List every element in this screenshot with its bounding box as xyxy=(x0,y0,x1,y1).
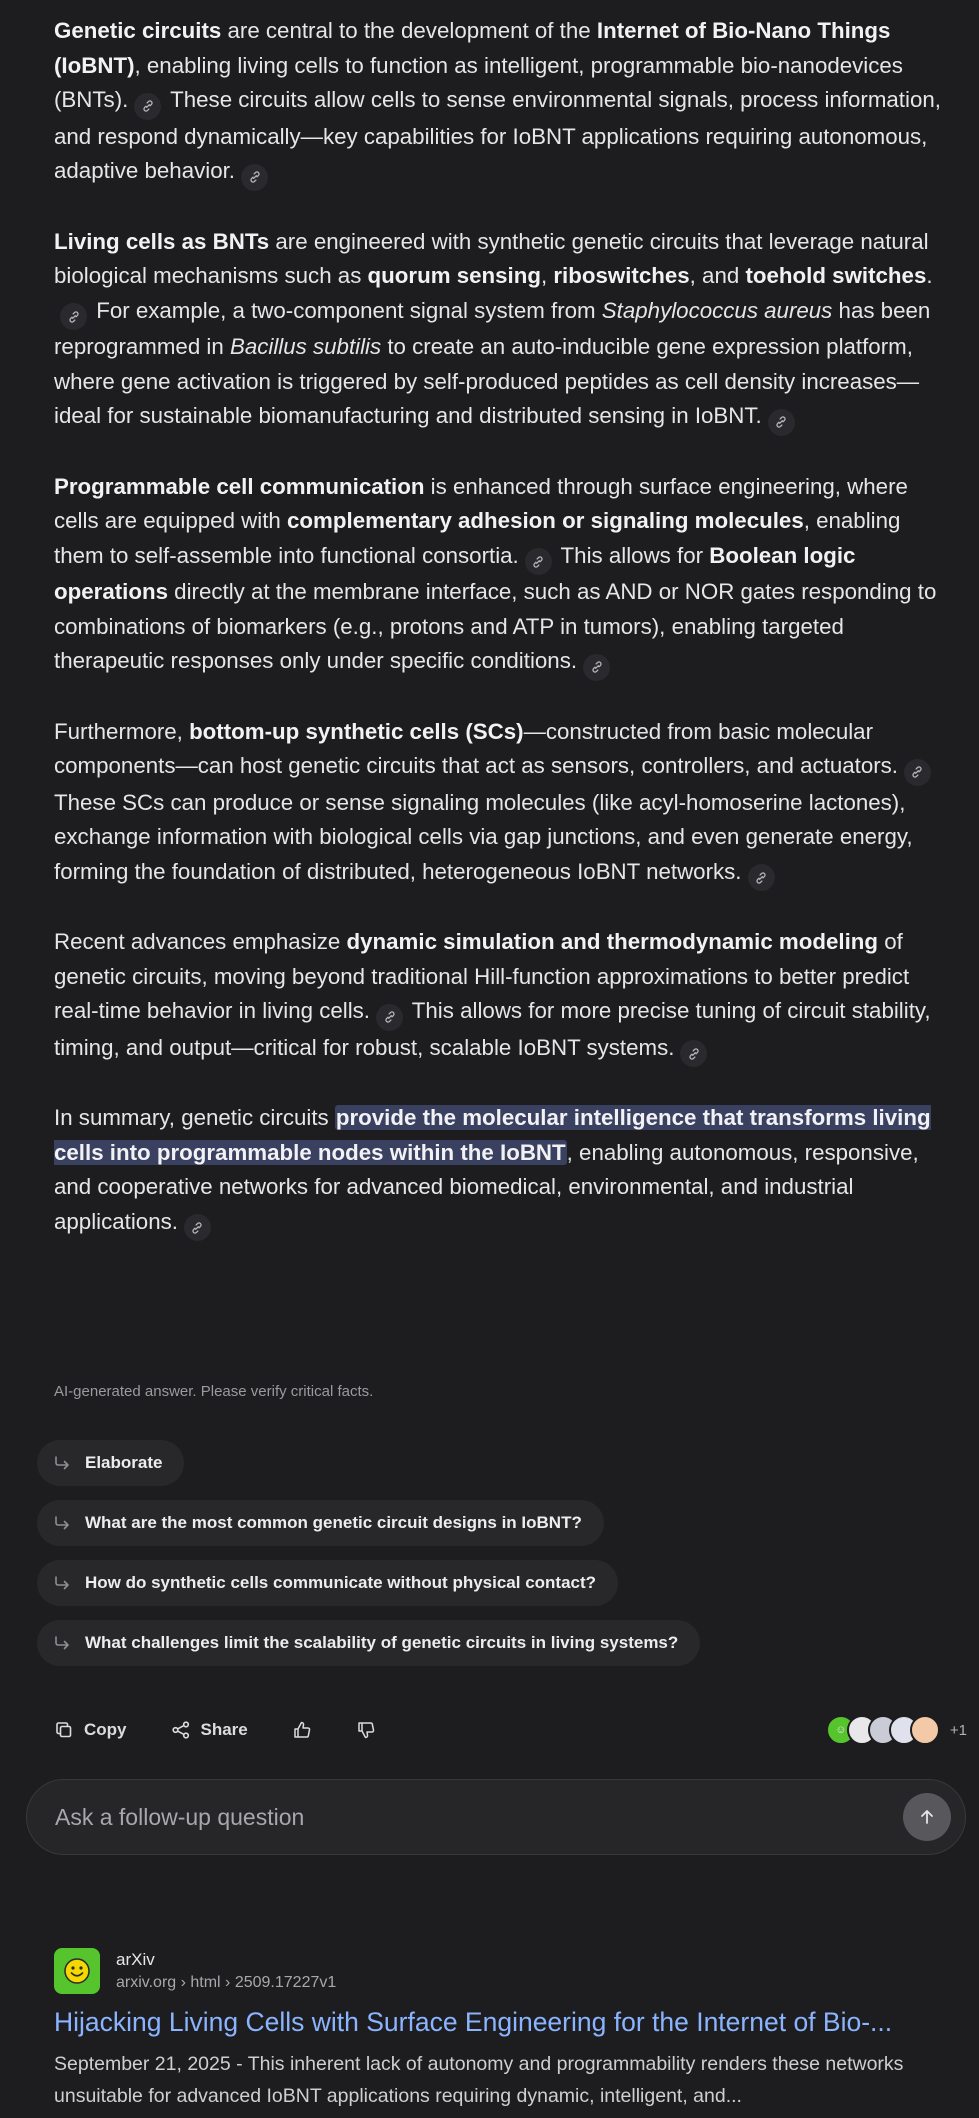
citation-link-icon[interactable] xyxy=(748,864,775,891)
ai-disclaimer: AI-generated answer. Please verify critical facts. xyxy=(54,1383,374,1400)
citation-link-icon[interactable] xyxy=(376,1004,403,1031)
thumbs-up-icon xyxy=(292,1720,312,1740)
follow-up-box xyxy=(26,1779,966,1855)
highlighted-text: provide the molecular intelligence that transforms living cells into programmable nodes within the IoBNT xyxy=(54,1105,931,1165)
reply-arrow-icon xyxy=(53,1514,71,1532)
citation-link-icon[interactable] xyxy=(583,654,610,681)
answer-paragraph: Genetic circuits are central to the development of the Internet of Bio-Nano Things (IoBNT), enabling living cells to function as intelligent, programmable bio-nanodevices (BNTs). These circuits allow cells to sense environmental signals, process information, and respond dynamically—key capabilities for IoBNT applications requiring autonomous, adaptive behavior. xyxy=(54,14,946,191)
citation-link-icon[interactable] xyxy=(680,1040,707,1067)
suggestion-chip[interactable]: What challenges limit the scalability of genetic circuits in living systems? xyxy=(37,1620,700,1666)
citation-link-icon[interactable] xyxy=(525,548,552,575)
source-avatar xyxy=(910,1715,940,1745)
smiley-icon: ☺ xyxy=(826,1715,856,1745)
suggestion-elaborate[interactable]: Elaborate xyxy=(37,1440,184,1486)
answer-paragraph: Programmable cell communication is enhanced through surface engineering, where cells are equipped with complementary adhesion or signaling molecules, enabling them to self-assemble into functional consortia. This allows for Boolean logic operations directly at the membrane interface, such as AND or NOR gates responding to combinations of biomarkers (e.g., protons and ATP in tumors), enabling targeted therapeutic responses only under specific conditions. xyxy=(54,470,946,681)
arrow-up-icon xyxy=(917,1807,937,1827)
citation-link-icon[interactable] xyxy=(768,409,795,436)
source-avatars[interactable] xyxy=(826,1715,967,1745)
citation-link-icon[interactable] xyxy=(241,164,268,191)
suggested-questions xyxy=(37,1440,700,1680)
share-button[interactable]: Share xyxy=(171,1720,248,1740)
copy-icon xyxy=(54,1720,74,1740)
answer-paragraph: Recent advances emphasize dynamic simulation and thermodynamic modeling of genetic circuits, moving beyond traditional Hill-function approximations to better predict real-time behavior in living cells. This allows for more precise tuning of circuit stability, timing, and output—critical for robust, scalable IoBNT systems. xyxy=(54,925,946,1067)
answer-body xyxy=(54,14,946,1275)
arxiv-favicon-icon xyxy=(54,1948,100,1994)
result-date: September 21, 2025 xyxy=(54,2053,231,2075)
result-source[interactable] xyxy=(54,1948,954,1994)
more-sources-count: +1 xyxy=(949,1721,967,1739)
suggestion-chip[interactable]: What are the most common genetic circuit designs in IoBNT? xyxy=(37,1500,604,1546)
source-url: arxiv.org › html › 2509.17227v1 xyxy=(116,1974,337,1991)
citation-link-icon[interactable] xyxy=(904,759,931,786)
follow-up-input[interactable] xyxy=(27,1803,903,1832)
reply-arrow-icon xyxy=(53,1454,71,1472)
share-icon xyxy=(171,1720,191,1740)
reply-arrow-icon xyxy=(53,1634,71,1652)
thumbs-down-button[interactable] xyxy=(356,1720,376,1740)
reply-arrow-icon xyxy=(53,1574,71,1592)
result-snippet: September 21, 2025 - This inherent lack of autonomy and programmability renders these networks unsuitable for advanced IoBNT applications requiring dynamic, intelligent, and... xyxy=(54,2053,904,2107)
answer-paragraph: Living cells as BNTs are engineered with synthetic genetic circuits that leverage natural biological mechanisms such as quorum sensing, riboswitches, and toehold switches. For example, a two-component signal system from Staphylococcus aureus has been reprogrammed in Bacillus subtilis to create an auto-inducible gene expression platform, where gene activation is triggered by self-produced peptides as cell density increases—ideal for sustainable biomanufacturing and distributed sensing in IoBNT. xyxy=(54,225,946,436)
copy-button[interactable]: Copy xyxy=(54,1720,127,1740)
citation-link-icon[interactable] xyxy=(184,1214,211,1241)
thumbs-down-icon xyxy=(356,1720,376,1740)
answer-paragraph: In summary, genetic circuits provide the molecular intelligence that transforms living cells into programmable nodes within the IoBNT, enabling autonomous, responsive, and cooperative networks for advanced biomedical, environmental, and industrial applications. xyxy=(54,1101,946,1241)
thumbs-up-button[interactable] xyxy=(292,1720,312,1740)
suggestion-chip[interactable]: How do synthetic cells communicate without physical contact? xyxy=(37,1560,618,1606)
citation-link-icon[interactable] xyxy=(60,303,87,330)
source-name: arXiv xyxy=(116,1950,155,1969)
send-button[interactable] xyxy=(903,1793,951,1841)
result-title-link[interactable]: Hijacking Living Cells with Surface Engineering for the Internet of Bio-... xyxy=(54,2007,893,2037)
citation-link-icon[interactable] xyxy=(134,93,161,120)
search-result xyxy=(54,1948,954,2112)
answer-paragraph: Furthermore, bottom-up synthetic cells (SCs)—constructed from basic molecular components—can host genetic circuits that act as sensors, controllers, and actuators. These SCs can produce or sense signaling molecules (like acyl-homoserine lactones), exchange information with biological cells via gap junctions, and even generate energy, forming the foundation of distributed, heterogeneous IoBNT networks. xyxy=(54,715,946,892)
